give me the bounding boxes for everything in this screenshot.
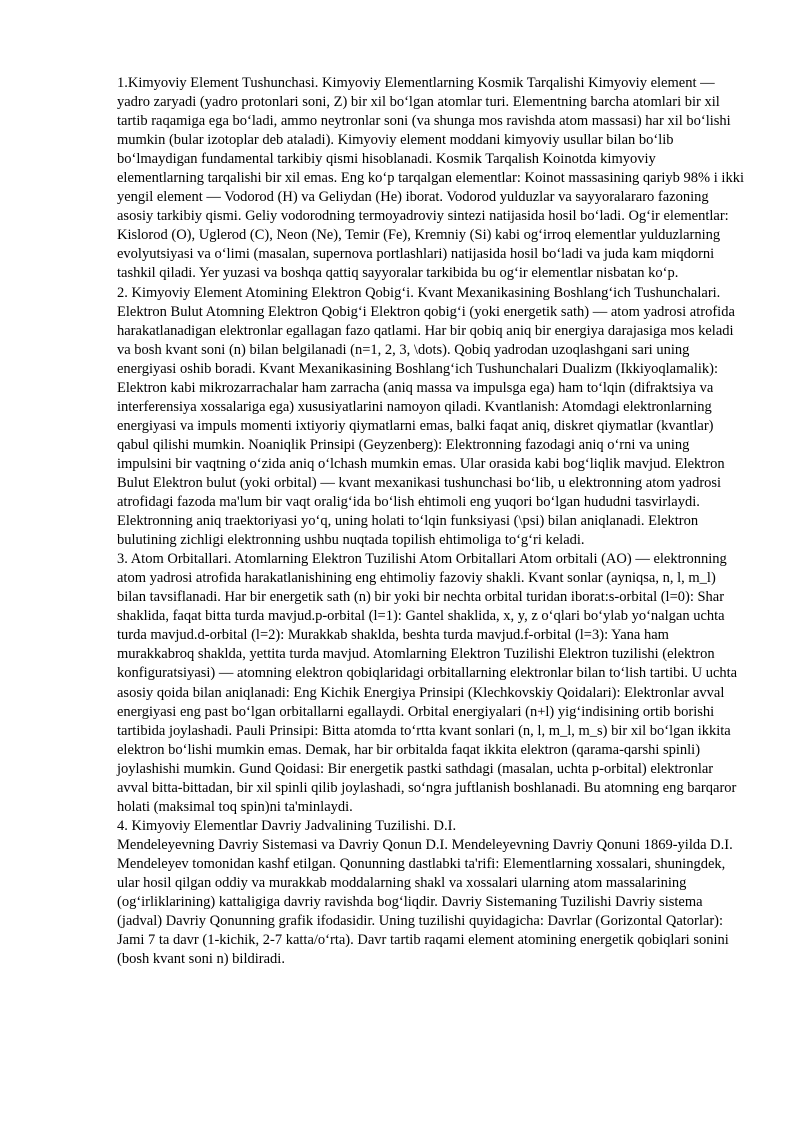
paragraph-electron-shell: 2. Kimyoviy Element Atomining Elektron Qobigʻi. Kvant Mexanikasining Boshlangʻich Tushunchalari. Elektron Bulut Atomning Elektron Qobigʻi Elektron qobigʻi (yoki energetik sath) — atom yadrosi atrofida harakatlanadigan elektronlar egallagan fazo qatlami. Har bir qobiq aniq bir energiya darajasiga mos keladi va bosh kvant soni (n) bilan belgilanadi (n=1, 2, 3, \dots). Qobiq yadrodan uzoqlashgani sari uning energiyasi oshib boradi. Kvant Mexanikasining Boshlangʻich Tushunchalari Dualizm (Ikkiyoqlamalik): Elektron kabi mikrozarrachalar ham zarracha (aniq massa va impulsga ega) ham toʻlqin (difraktsiya va interferensiya xossalariga ega) xususiyatlarini namoyon qiladi. Kvantlanish: Atomdagi elektronlarning energiyasi va impuls momenti ixtiyoriy qiymatlarni emas, balki faqat aniq, diskret qiymatlar (kvantlar) qabul qilishi mumkin. Noaniqlik Prinsipi (Geyzenberg): Elektronning fazodagi aniq oʻrni va uning impulsini bir vaqtning oʻzida aniq oʻlchash mumkin emas. Ular orasida kabi bogʻliqlik mavjud. Elektron Bulut Elektron bulut (yoki orbital) — kvant mexanikasi tushunchasi boʻlib, u elektronning atom yadrosi atrofidagi fazoda ma'lum bir vaqt oraligʻida boʻlish ehtimoli eng yuqori boʻlgan hududni tasvirlaydi. Elektronning aniq traektoriyasi yoʻq, uning holati toʻlqin funksiyasi (\psi) bilan aniqlanadi. Elektron bulutining zichligi elektronning ushbu nuqtada topilish ehtimoliga toʻgʻri keladi. — [117, 284, 735, 549]
paragraph-atomic-orbitals: 3. Atom Orbitallari. Atomlarning Elektron Tuzilishi Atom Orbitallari Atom orbitali (AO) — elektronning atom yadrosi atrofida harakatlanishining eng ehtimoliy fazoviy shakli. Kvant sonlar (ayniqsa, n, l, m_l) bilan tavsiflanadi. Har bir energetik sath (n) bir yoki bir nechta orbital turidan iborat:s-orbital (l=0): Shar shaklida, faqat bitta turda mavjud.p-orbital (l=1): Gantel shaklida, x, y, z oʻqlari boʻylab yoʻnalgan uchta turda mavjud.d-orbital (l=2): Murakkab shaklda, beshta turda mavjud.f-orbital (l=3): Yana ham murakkabroq shaklda, yettita turda mavjud. Atomlarning Elektron Tuzilishi Elektron tuzilishi (elektron konfiguratsiyasi) — atomning elektron qobiqlaridagi orbitallarning elektronlar bilan toʻlish tartibi. U uchta asosiy qoida bilan aniqlanadi: Eng Kichik Energiya Prinsipi (Klechkovskiy Qoidalari): Elektronlar avval energiyasi eng past boʻlgan orbitallarni egallaydi. Orbital energiyalari (n+l) yigʻindisining ortib borishi tartibida joylashadi. Pauli Prinsipi: Bitta atomda toʻrtta kvant sonlari (n, l, m_l, m_s) bir xil boʻlgan ikkita elektron boʻlishi mumkin emas. Demak, har bir orbitalda faqat ikkita elektron (qarama-qarshi spinli) joylashishi mumkin. Gund Qoidasi: Bir energetik pastki sathdagi (masalan, uchta p-orbital) elektronlar avval bitta-bittadan, bir xil spinli qilib joylashadi, soʻngra juftlanish boshlanadi. Bu atomning eng barqaror holati (maksimal toq spin)ni ta'minlaydi. — [117, 551, 738, 815]
paragraph-periodic-table-heading: 4. Kimyoviy Elementlar Davriy Jadvalining Tuzilishi. D.I. — [117, 817, 457, 834]
paragraph-periodic-law: Mendeleyevning Davriy Sistemasi va Davriy Qonun D.I. Mendeleyevning Davriy Qonuni 1869-yilda D.I. Mendeleyev tomonidan kashf etilgan. Qonunning dastlabki ta'rifi: Elementlarning xossalari, shuningdek, ular hosil qilgan oddiy va murakkab moddalarning shakl va xossalari ularning atom massalarining (ogʻirliklarining) kattaligiga davriy ravishda bogʻliqdir. Davriy Sistemaning Tuzilishi Davriy sistema (jadval) Davriy Qonunning grafik ifodasidir. Uning tuzilishi quyidagicha: Davrlar (Gorizontal Qatorlar): Jami 7 ta davr (1-kichik, 2-7 katta/oʻrta). Davr tartib raqami element atomining energetik qobiqlari sonini (bosh kvant soni n) bildiradi. — [117, 836, 733, 968]
document-page — [117, 74, 745, 969]
paragraph-chemical-element: 1.Kimyoviy Element Tushunchasi. Kimyoviy Elementlarning Kosmik Tarqalishi Kimyoviy element — yadro zaryadi (yadro protonlari soni, Z) bir xil boʻlgan atomlar turi. Elementning barcha atomlari bir xil tartib raqamiga ega boʻladi, ammo neytronlar soni (va shunga mos ravishda atom massasi) har xil boʻlishi mumkin (bular izotoplar deb ataladi). Kimyoviy element moddani kimyoviy usullar bilan boʻlib boʻlmaydigan fundamental tarkibiy qismi hisoblanadi. Kosmik Tarqalish Koinotda kimyoviy elementlarning tarqalishi bir xil emas. Eng koʻp tarqalgan elementlar: Koinot massasining qariyb 98% i ikki yengil element — Vodorod (H) va Geliydan (He) iborat. Vodorod yulduzlar va sayyoralararo fazoning asosiy tarkibiy qismi. Geliy vodorodning termoyadroviy sintezi natijasida hosil boʻladi. Ogʻir elementlar: Kislorod (O), Uglerod (C), Neon (Ne), Temir (Fe), Kremniy (Si) kabi ogʻirroq elementlar yulduzlarning evolyutsiyasi va oʻlimi (masalan, supernova portlashlari) natijasida hosil boʻladi va juda kam miqdorni tashkil qiladi. Yer yuzasi va boshqa qattiq sayyoralar tarkibida bu ogʻir elementlar nisbatan koʻp. — [117, 75, 744, 282]
